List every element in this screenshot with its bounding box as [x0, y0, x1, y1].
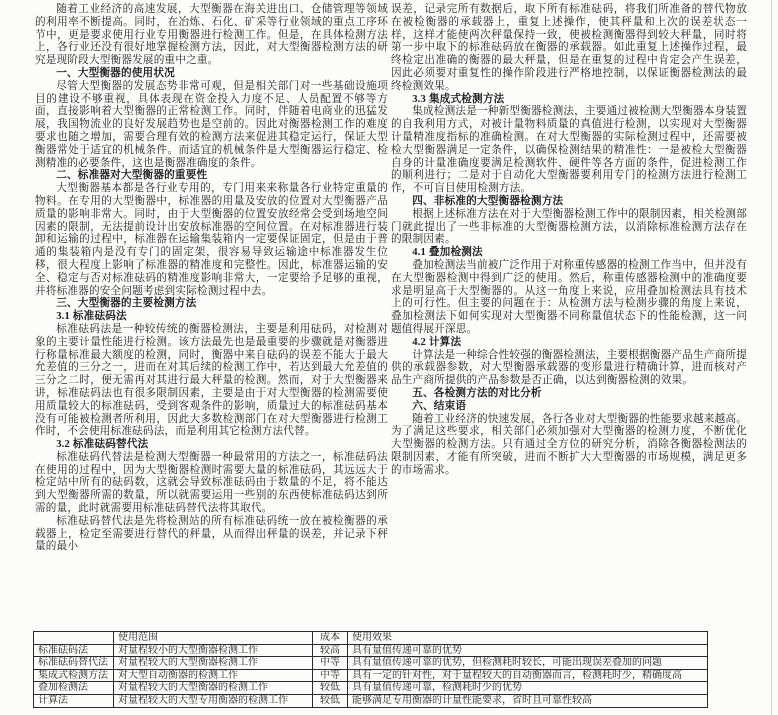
cell-effect: 具有一定的针对性，对于量程较大的自动衡器而言，检测耗时少，精确度高 [348, 669, 708, 682]
cell-effect: 具有量值传递可靠的优势，但检测耗时较长，可能出现误差叠加的问题 [348, 657, 708, 670]
section-heading-1: 一、大型衡器的使用状况 [56, 67, 175, 79]
comparison-table [33, 631, 708, 708]
cell-cost: 较低 [313, 682, 348, 695]
paragraph-superposition-method: 叠加检测法当前被广泛作用于对称重传感器的检测工作当中，但并没有在大型衡器检测中得到广泛的使用。然后，称重传感器检测中的准确度要求是明显高于大型衡器的。从这一角度上来说，应用叠加检测法具有技术上的可行性。但主要的问题在于：从检测方法与检测步骤的角度上来说，叠加检测法下如何实现对大型衡器不同称量值状态下的性能检测，这一问题值得展开深思。 [391, 259, 747, 335]
subsection-heading-3-1: 3.1 标准砝码法 [56, 311, 127, 323]
subsection-heading-3-2: 3.2 标准砝码替代法 [56, 439, 149, 451]
cell-cost: 中等 [313, 657, 348, 670]
cell-cost: 较低 [313, 694, 348, 707]
table-header-effect: 使用效果 [348, 632, 708, 645]
paragraph-substitute-method-cont: 误差，记录完所有数据后，取下所有标准砝码，将我们所准备的替代物放在被检衡器的承载器上，重复上述操作，使其秤量和上次的误差状态一样，这样才能使两次秤量保持一致，使被检测衡器得到较大秤量，同时将第一步中取下的标准砝码放在衡器的承载器。如此重复上述操作过程，最终检定出准确的衡器的最大秤量，但是在重复的过程中肯定会产生误差，因此必须要对重复性的操作阶段进行严格地控制，以保证衡器检测法的最终检测效果。 [391, 4, 747, 92]
paragraph-usage-status: 尽管大型衡器的发展态势非常可观，但是相关部门对一些基础设施项目的建设不够重视，具体表现在资金投入力度不足、人员配置不够等方面，直接影响着大型衡器的正常检测工作。同时，伴随着电商业的迅猛发展，我国物流业的良好发展趋势也是空前的。因此对衡器检测工作的难度要求也随之增加，需要合理有效的检测方法来促进其稳定运行，保证大型衡器常处于适宜的机械条件。而适宜的机械条件是大型衡器运行稳定、检测精准的必要条件，这也是衡器准确度的条件。 [35, 80, 388, 169]
cell-cost: 较高 [313, 644, 348, 657]
paragraph-intro: 随着工业经济的高速发展，大型衡器在海关进出口、仓储管理等领域的利用率不断提高。同时，在冶炼、石化、矿采等行业领域的重点工序环节中，更是要求使用行业专用衡器进行检测工作。但是，在具体检测方法上，各行业还没有很好地掌握检测方法，因此，对大型衡器检测方法的研究是现阶段大型衡器发展的重中之重。 [35, 4, 388, 67]
cell-effect: 具有量值传递可靠，检测耗时少的优势 [348, 682, 708, 695]
table-header-method [34, 632, 114, 645]
paragraph-substitute-method-1: 标准砝码代替法是检测大型衡器一种最常用的方法之一，标准砝码法在使用的过程中，因为大型衡器检测时需要大量的标准砝码，其远远大于检定站中所有的砝码数，这就会导致标准砝码由于数量的不足，将不能达到大型衡器所需的数量，所以就需要运用一些别的东西使标准砝码达到所需的量，此时就需要用标准砝码替代法将其取代。 [35, 451, 388, 515]
cell-method: 计算法 [34, 694, 114, 707]
table-header-cost: 成本 [313, 632, 348, 645]
table-row [34, 657, 708, 670]
cell-scope: 对量程较大的大型专用衡器的检测工作 [114, 694, 313, 707]
cell-effect: 能够满足专用衡器的计量性能要求，省时且可靠性较高 [348, 694, 708, 707]
cell-cost: 中等 [313, 669, 348, 682]
cell-method: 叠加检测法 [34, 682, 114, 695]
section-heading-5: 五、各检测方法的对比分析 [412, 387, 542, 399]
scan-edge-artifact [771, 0, 772, 715]
section-heading-4: 四、非标准的大型衡器检测方法 [412, 195, 564, 207]
subsection-heading-4-1: 4.1 叠加检测法 [412, 247, 483, 259]
cell-scope: 对量程较大的大型衡器检测工作 [114, 657, 313, 670]
subsection-heading-4-2: 4.2 计算法 [412, 336, 462, 348]
paragraph-standard-weight-method: 标准砝码法是一种较传统的衡器检测法，主要是利用砝码，对检测对象的主要计量性能进行检测。该方法最先也是最重要的步骤就是对衡器进行称量标准最大额度的检测，同时，衡器中来自砝码的误差不能大于最大允差值的三分之一，进而在对其后续的检测工作中，若达到最大允差值的三分之二时，便无需再对其进行最大秤量的检测。然而，对于大型衡器来讲，标准砝码法也有很多限制因素，主要是由于对大型衡器的检测需要使用质量较大的标准砝码，受到客观条件的影响，质量过大的标准砝码基本没有可能被检测者所利用，因此大多数检测部门在对大型衡器进行检测工作时，不会使用标准砝码法，而是利用其它检测方法代替。 [35, 323, 388, 438]
table-header-scope: 使用范围 [114, 632, 313, 645]
cell-method: 标准砝码替代法 [34, 657, 114, 670]
left-column [35, 4, 388, 554]
table-row [34, 682, 708, 695]
right-column [391, 4, 747, 477]
paragraph-conclusion: 随着工业经济的快速发展，各行各业对大型衡器的性能要求越来越高。为了满足这些要求，相关部门必须加强对大型衡器的检测力度，不断优化大型衡器的检测方法。只有通过全方位的研究分析，消除各衡器检测法的限制因素，才能有所突破，进而不断扩大大型衡器的市场规模，满足更多的市场需求。 [391, 413, 747, 476]
table-header-row [34, 632, 708, 645]
paragraph-standards-importance: 大型衡器基本都是各行业专用的，专门用来来称量各行业特定重量的物料。在专用的大型衡器中，标准器的用量及安放的位置对大型衡器产品质量的影响非常大。同时，由于大型衡器的位置安放经常会受到场地空间因素的限制，无法提前设计出安放标准器的空间位置。在对标准器进行装卸和运输的过程中，标准器在运输集装箱内一定要保证固定，但是由于普通的集装箱内是没有专门的固定架，很容易导致运输途中标准器发生位移，很大程度上影响了标准器的精准度和完整性。因此，标准器运输的安全、稳定与否对标准砝码的精准度影响非常大，一定要给予足够的重视，并将标准器的安全问题考虑到实际检测过程中去。 [35, 183, 388, 297]
section-heading-2: 二、标准器对大型衡器的重要性 [56, 170, 208, 182]
paragraph-substitute-method-2: 标准砝码替代法是先将检测站的所有标准砝码统一放在被检衡器的承载器上，检定至需要进行替代的秤量，从而得出秤量的误差，并记录下秤量的最小 [35, 515, 388, 553]
cell-method: 标准砝码法 [34, 644, 114, 657]
paragraph-calculation-method: 计算法是一种综合性较强的衡器检测法，主要根据衡器产品生产商所提供的承载器参数，对大型衡器承载器的变形量进行精确计算，进而核对产品生产商所提供的产品参数是否正确，以达到衡器检测的效果。 [391, 349, 747, 387]
section-heading-3: 三、大型衡器的主要检测方法 [56, 298, 197, 310]
subsection-heading-3-3: 3.3 集成式检测方法 [412, 93, 505, 105]
paragraph-nonstandard-intro: 根据上述标准方法在对于大型衡器检测工作中的限制因素，相关检测部门就此提出了一些非标准的大型衡器检测方法，以消除标准检测方法存在的限制因素。 [391, 208, 747, 246]
table-row [34, 694, 708, 707]
cell-method: 集成式检测方法 [34, 669, 114, 682]
table-row [34, 644, 708, 657]
cell-scope: 对量程较小的大型衡器检测工作 [114, 644, 313, 657]
section-heading-6: 六、结束语 [412, 400, 467, 412]
cell-scope: 对量程较大的大型衡器的检测工作 [114, 682, 313, 695]
table-row [34, 669, 708, 682]
cell-effect: 具有量值传递可靠的优势 [348, 644, 708, 657]
paragraph-integrated-method: 集成检测法是一种新型衡器检测法，主要通过被检测大型衡器本身装置的自我利用方式，对被计量物料质量的真值进行检测，以实现对大型衡器计量精准度指标的准确检测。在对大型衡器的实际检测过程中，还需要被检大型衡器满足一定条件，以确保检测结果的精准性：一是被检大型衡器自身的计量准确度要满足检测软件、硬件等各方面的条件，促进检测工作的顺利进行；二是对于自动化大型衡器要利用专门的检测方法进行检测工作，不可盲目使用检测方法。 [391, 106, 747, 195]
cell-scope: 对大型自动衡器的检测工作 [114, 669, 313, 682]
